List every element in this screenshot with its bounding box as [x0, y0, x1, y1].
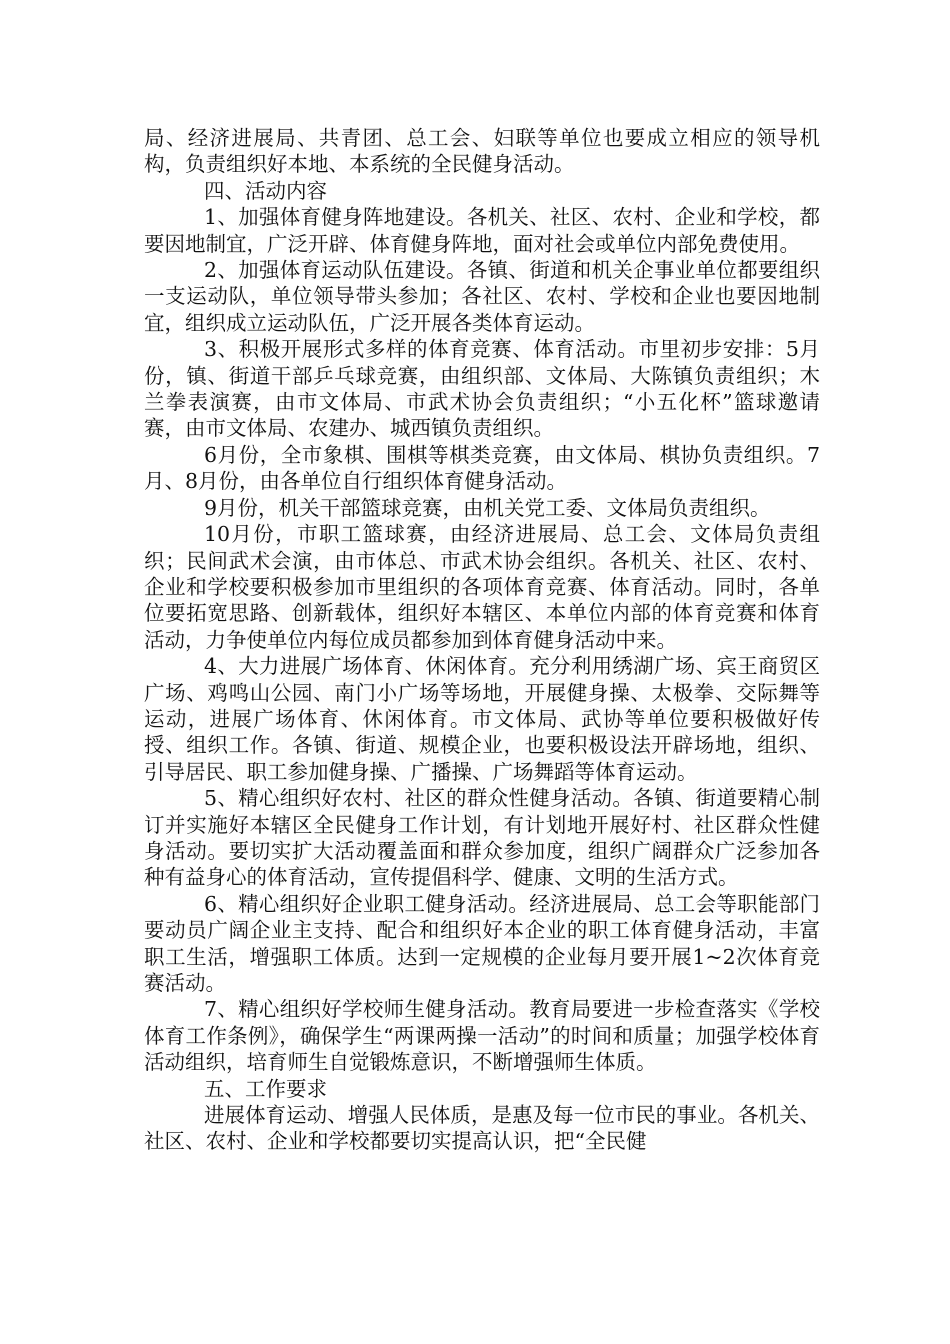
section-heading-requirements: 五、工作要求	[204, 1076, 327, 1101]
paragraph-item-2: 2、加强体育运动队伍建设。各镇、街道和机关企事业单位都要组织一支运动队，单位领导带头参加；各社区、农村、学校和企业也要因地制宜，组织成立运动队伍，广泛开展各类体育运动。	[144, 258, 820, 335]
section-heading-activities: 四、活动内容	[204, 178, 327, 203]
paragraph-requirements: 进展体育运动、增强人民体质，是惠及每一位市民的事业。各机关、社区、农村、企业和学校都要切实提高认识，把“全民健	[144, 1103, 820, 1154]
paragraph-item-7: 7、精心组织好学校师生健身活动。教育局要进一步检查落实《学校体育工作条例》，确保学生“两课两操一活动”的时间和质量；加强学校体育活动组织，培育师生自觉锻炼意识，不断增强师生体质。	[144, 997, 820, 1075]
paragraph-item-1: 1、加强体育健身阵地建设。各机关、社区、农村、企业和学校，都要因地制宜，广泛开辟、体育健身阵地，面对社会或单位内部免费使用。	[144, 205, 820, 256]
paragraph-item-6: 6、精心组织好企业职工健身活动。经济进展局、总工会等职能部门要动员广阔企业主支持、配合和组织好本企业的职工体育健身活动，丰富职工生活，增强职工体质。达到一定规模的企业每月要开展1~2次体育竞赛活动。	[144, 891, 820, 995]
paragraph-september: 9月份，机关干部篮球竞赛，由机关党工委、文体局负责组织。	[204, 495, 771, 520]
paragraph-item-5: 5、精心组织好农村、社区的群众性健身活动。各镇、街道要精心制订并实施好本辖区全民健身工作计划，有计划地开展好村、社区群众性健身活动。要切实扩大活动覆盖面和群众参加度，组织广阔群众广泛参加各种有益身心的体育活动，宣传提倡科学、健康、文明的生活方式。	[144, 786, 820, 890]
paragraph-june: 6月份，全市象棋、围棋等棋类竞赛，由文体局、棋协负责组织。7月、8月份，由各单位自行组织体育健身活动。	[144, 442, 820, 494]
paragraph-item-3: 3、积极开展形式多样的体育竞赛、体育活动。市里初步安排：5月份，镇、街道干部乒乓球竞赛，由组织部、文体局、大陈镇负责组织；木兰拳表演赛，由市文体局、市武术协会负责组织；“小五化杯”篮球邀请赛，由市文体局、农建办、城西镇负责组织。	[144, 337, 820, 441]
paragraph-item-4: 4、大力进展广场体育、休闲体育。充分利用绣湖广场、宾王商贸区广场、鸡鸣山公园、南门小广场等场地，开展健身操、太极拳、交际舞等运动，进展广场体育、休闲体育。市文体局、武协等单位要积极做好传授、组织工作。各镇、街道、规模企业，也要积极设法开辟场地，组织、引导居民、职工参加健身操、广播操、广场舞蹈等体育运动。	[144, 654, 820, 784]
document-page	[144, 125, 820, 1155]
paragraph-october: 10月份，市职工篮球赛，由经济进展局、总工会、文体局负责组织；民间武术会演，由市体总、市武术协会组织。各机关、社区、农村、企业和学校要积极参加市里组织的各项体育竞赛、体育活动。同时，各单位要拓宽思路、创新载体，组织好本辖区、本单位内部的体育竞赛和体育活动，力争使单位内每位成员都参加到体育健身活动中来。	[144, 522, 820, 652]
paragraph-leadership: 局、经济进展局、共青团、总工会、妇联等单位也要成立相应的领导机构，负责组织好本地、本系统的全民健身活动。	[144, 126, 820, 177]
